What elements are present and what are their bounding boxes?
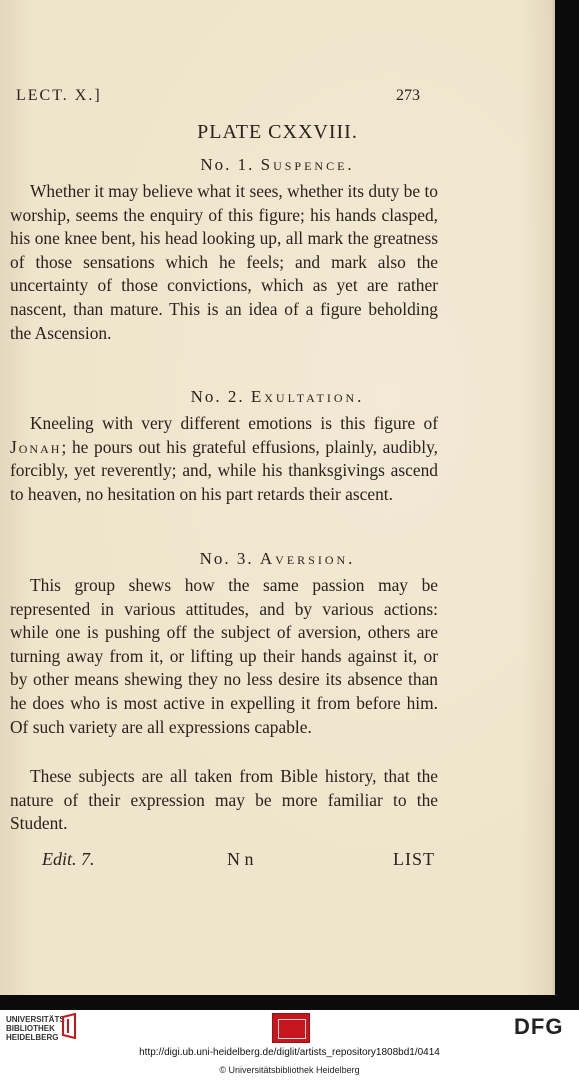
page-edge bbox=[551, 0, 555, 995]
university-library-logo[interactable] bbox=[6, 1015, 65, 1042]
closing-paragraph: These subjects are all taken from Bible history, that the nature of their expression may be more familiar to the Student. bbox=[10, 766, 438, 834]
section-paragraph-1: Whether it may believe what it sees, whether its duty be to worship, seems the enquiry of this figure; his hands clasped, his one knee bent, his head looking up, all mark the greatness of those sensations which he feels; and mark also the uncertainty of those convictions, which as yet are rather nascent, than mature. This is an idea of a figure beholding the Ascension. bbox=[10, 181, 438, 343]
dfg-logo[interactable]: DFG bbox=[514, 1014, 564, 1039]
edition-note: Edit. 7. bbox=[42, 849, 95, 869]
section-title: Exultation. bbox=[250, 387, 365, 406]
paragraph-text: ; he pours out his grateful effusions, plainly, audibly, forcibly, yet reverently; and, while his thanksgivings ascend to heaven, no hesitation on his part retards their ascent. bbox=[10, 436, 438, 504]
section-paragraph-2 bbox=[10, 412, 438, 506]
section-title: Aversion. bbox=[259, 549, 356, 568]
page-url-link[interactable]: http://digi.ub.uni-heidelberg.de/diglit/artists_repository1808bd1/0414 bbox=[139, 1047, 440, 1058]
university-logo-icon bbox=[60, 1013, 78, 1039]
paragraph-text: Kneeling with very different emotions is this figure of bbox=[30, 413, 438, 433]
digital-collection-icon[interactable] bbox=[272, 1013, 310, 1043]
section-paragraph-3: This group shews how the same passion may be represented in various attitudes, and by various actions: while one is pushing off the subject of aversion, others are turning away from it, or lifting up their hands against it, or by other means shewing they no less desire its absence than he does who is most active in expelling it from before him. Of such variety are all expressions capable. bbox=[10, 575, 438, 737]
digital-collection-icon-inner bbox=[278, 1019, 306, 1039]
section-heading-3 bbox=[0, 549, 555, 569]
signature-mark: N n bbox=[227, 849, 254, 869]
catchword: LIST bbox=[393, 849, 435, 869]
section-number: No. 1. bbox=[200, 155, 255, 174]
section-heading-1 bbox=[0, 155, 555, 175]
plate-title: PLATE CXXVIII. bbox=[197, 121, 358, 143]
section-number: No. 3. bbox=[199, 549, 254, 568]
section-heading-2 bbox=[0, 387, 555, 407]
page-number: 273 bbox=[396, 87, 420, 104]
logo-text: UNIVERSITÄTS BIBLIOTHEK HEIDELBERG bbox=[6, 1015, 65, 1042]
section-number: No. 2. bbox=[190, 387, 245, 406]
copyright-notice: © Universitätsbibliothek Heidelberg bbox=[219, 1065, 360, 1075]
section-title: Suspence. bbox=[260, 155, 355, 174]
running-header-lecture: LECT. X.] bbox=[16, 87, 102, 104]
person-name: Jonah bbox=[10, 436, 62, 457]
